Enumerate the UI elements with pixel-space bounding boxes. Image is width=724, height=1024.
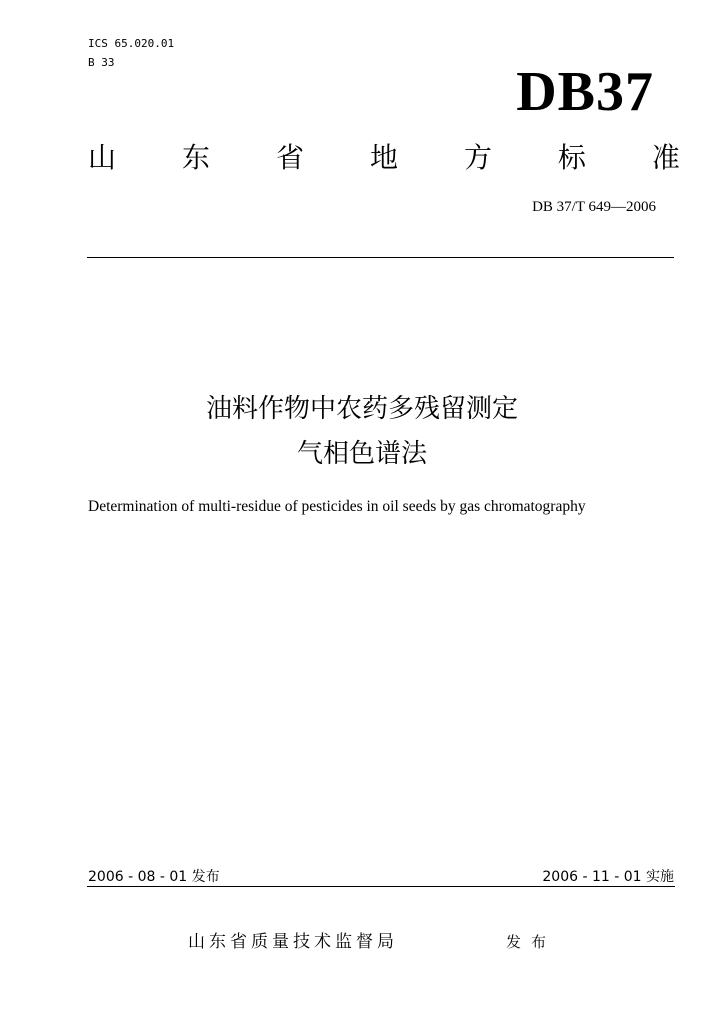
standard-type-char: 东 [181,141,210,174]
standard-type-char: 准 [651,141,680,174]
header-divider [87,257,674,258]
db-code-logo: DB37 [516,61,654,123]
standard-type-char: 山 [88,141,117,174]
chinese-title-line-1: 油料作物中农药多残留测定 [205,394,518,424]
ics-code: ICS 65.020.01 [88,37,175,50]
issue-date: 2006 - 08 - 01 发布 [88,869,220,885]
issuing-authority: 山东省质量技术监督局 [188,932,398,952]
standard-number: DB 37/T 649—2006 [532,199,656,215]
english-title: Determination of multi-residue of pesticides in oil seeds by gas chromatography [88,498,586,515]
standard-type-char: 地 [369,141,398,174]
standard-type-char: 省 [275,141,304,174]
classification-code: B 33 [88,56,115,69]
issue-label: 发布 [506,933,557,951]
standard-type-char: 标 [557,141,586,174]
implementation-date: 2006 - 11 - 01 实施 [542,869,674,885]
chinese-title-line-2: 气相色谱法 [296,439,427,469]
standard-type-title [88,140,680,176]
footer-divider [87,886,675,887]
standard-type-char: 方 [463,141,492,174]
